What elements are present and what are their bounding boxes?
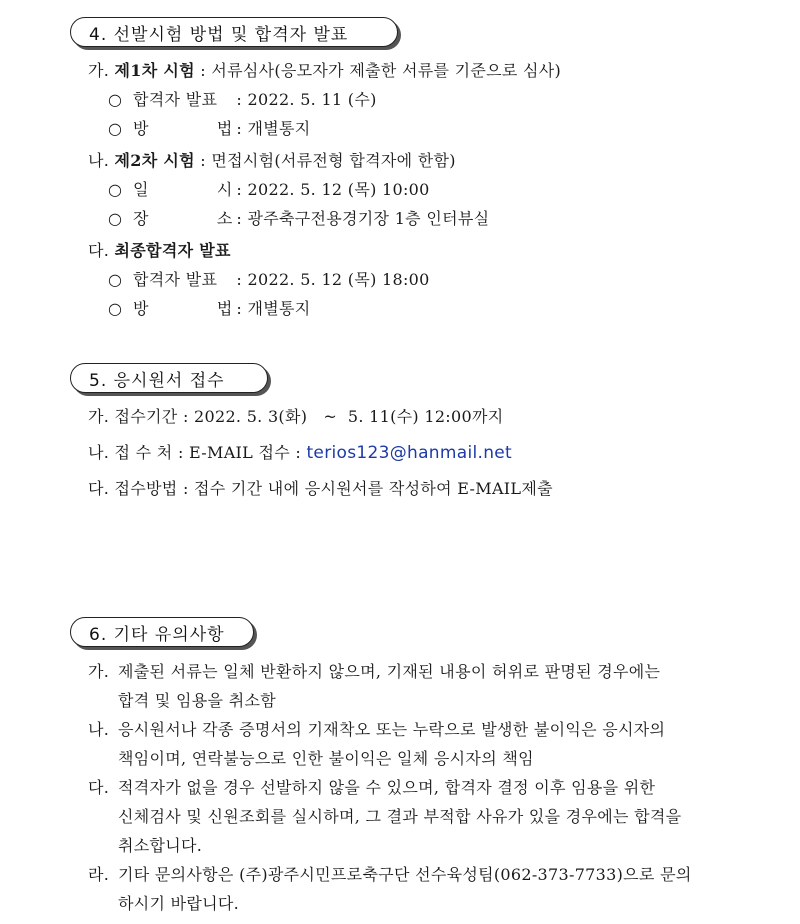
- sec6-item-1-marker: 가.: [88, 662, 110, 681]
- sec6-item-3-line1: 적격자가 없을 경우 선발하지 않을 수 있으며, 합격자 결정 이후 임용을 위한: [118, 778, 656, 797]
- bullet: ○: [108, 209, 123, 228]
- sec6-item-2-line2: 책임이며, 연락불능으로 인한 불이익은 일체 응시자의 책임: [118, 749, 534, 768]
- sec6-item-4-marker: 라.: [88, 865, 110, 884]
- sub-label: 방 법: [133, 299, 233, 318]
- sub-value: : 2022. 5. 12 (목) 10:00: [231, 180, 430, 199]
- item-heading: 최종합격자 발표: [114, 241, 231, 260]
- sub-value: : 2022. 5. 12 (목) 18:00: [231, 270, 430, 289]
- section-4-title-text: 4. 선발시험 방법 및 합격자 발표: [89, 24, 349, 45]
- sec5-item-c: 다. 접수방법 : 접수 기간 내에 응시원서를 작성하여 E-MAIL제출: [88, 479, 553, 498]
- sec6-item-4-line1: 기타 문의사항은 (주)광주시민프로축구단 선수육성팀(062-373-7733)으로 문의: [118, 865, 692, 884]
- sec6-item-1-line1: 제출된 서류는 일체 반환하지 않으며, 기재된 내용이 허위로 판명된 경우에는: [118, 662, 661, 681]
- sec4-c-sub-1: [108, 269, 430, 291]
- sec4-item-c: [88, 240, 231, 262]
- item-heading: 제1차 시험: [114, 61, 195, 80]
- item-marker: 나.: [88, 151, 110, 170]
- sub-label: 합격자 발표: [133, 90, 218, 109]
- item-marker: 가.: [88, 61, 110, 80]
- sec4-item-b: [88, 150, 456, 172]
- sub-label: 합격자 발표: [133, 270, 218, 289]
- sub-value: : 광주축구전용경기장 1층 인터뷰실: [231, 209, 490, 228]
- sub-value: : 2022. 5. 11 (수): [231, 90, 377, 109]
- section-6-title: [70, 617, 254, 647]
- sub-value: : 개별통지: [231, 119, 311, 138]
- bullet: ○: [108, 270, 123, 289]
- sec6-item-3-line3: 취소합니다.: [118, 836, 203, 855]
- item-text: 나. 접 수 처 : E-MAIL 접수 :: [88, 443, 307, 462]
- sec6-item-2-marker: 나.: [88, 720, 110, 739]
- sec6-item-2-line1: 응시원서나 각종 증명서의 기재착오 또는 누락으로 발생한 불이익은 응시자의: [118, 720, 666, 739]
- sec4-a-sub-1: [108, 89, 377, 111]
- sec4-item-a: [88, 60, 561, 82]
- sec5-item-b: [88, 442, 512, 464]
- sec4-b-sub-2: [108, 208, 489, 230]
- bullet: ○: [108, 180, 123, 199]
- item-marker: 다.: [88, 241, 110, 260]
- sec6-item-4-line2: 하시기 바랍니다.: [118, 894, 240, 913]
- section-5-title: [70, 363, 268, 393]
- sub-label: 일 시: [133, 180, 233, 199]
- sub-value: : 개별통지: [231, 299, 311, 318]
- section-4-title: [70, 17, 398, 47]
- bullet: ○: [108, 90, 123, 109]
- bullet: ○: [108, 119, 123, 138]
- item-text: : 서류심사(응모자가 제출한 서류를 기준으로 심사): [194, 61, 562, 80]
- item-text: : 면접시험(서류전형 합격자에 한함): [194, 151, 456, 170]
- sec4-a-sub-2: [108, 118, 311, 140]
- sec6-item-3-marker: 다.: [88, 778, 110, 797]
- email-link[interactable]: terios123@hanmail.net: [306, 443, 513, 463]
- section-5-title-text: 5. 응시원서 접수: [89, 370, 225, 391]
- item-heading: 제2차 시험: [114, 151, 195, 170]
- sec5-item-a: 가. 접수기간 : 2022. 5. 3(화) ~ 5. 11(수) 12:00까지: [88, 407, 504, 426]
- sub-label: 장 소: [133, 209, 233, 228]
- bullet: ○: [108, 299, 123, 318]
- sub-label: 방 법: [133, 119, 233, 138]
- section-6-title-text: 6. 기타 유의사항: [89, 624, 225, 645]
- sec6-item-1-line2: 합격 및 임용을 취소함: [118, 691, 276, 710]
- sec4-c-sub-2: [108, 298, 311, 320]
- sec6-item-3-line2: 신체검사 및 신원조회를 실시하며, 그 결과 부적합 사유가 있을 경우에는 합격을: [118, 807, 682, 826]
- sec4-b-sub-1: [108, 179, 430, 201]
